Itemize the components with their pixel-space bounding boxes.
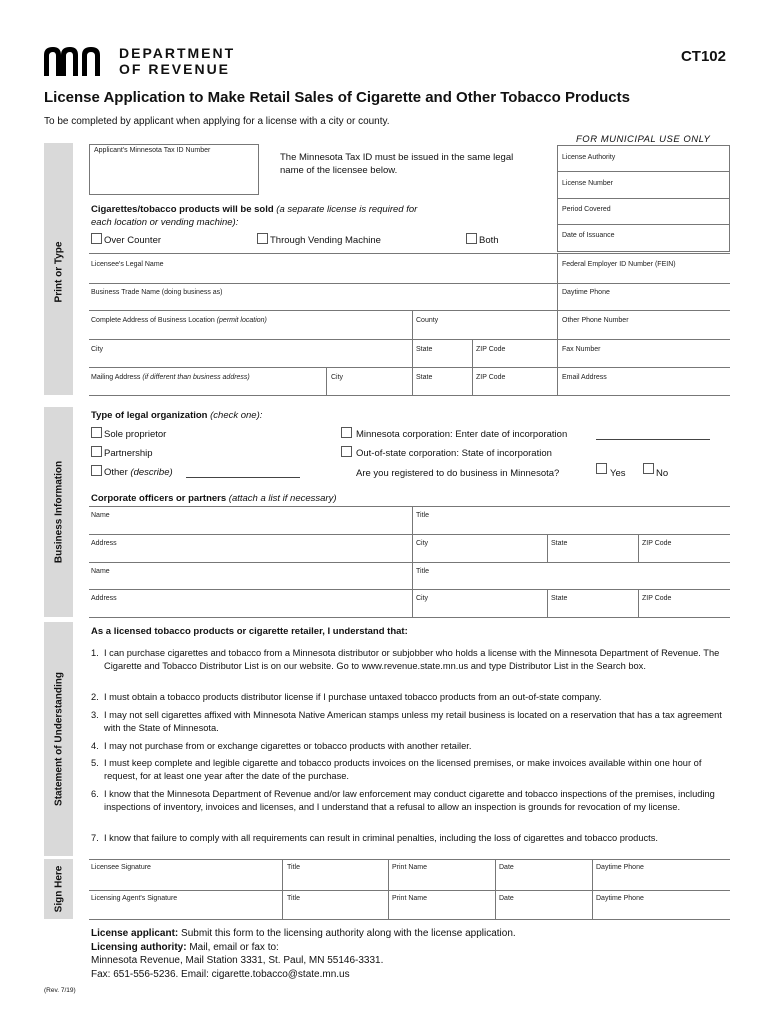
statement-text: I know that the Minnesota Department of Revenue and/or law enforcement may conduct cigarette and tobacco inspections of the premises, including inspections of inventory, invoices and licenses, and I understand that a refusal to allow an inspection is grounds for revocation of my license.: [104, 789, 715, 812]
sold-label: [91, 203, 431, 229]
registered-question: Are you registered to do business in Minnesota?: [356, 468, 560, 479]
license-authority-field[interactable]: License Authority: [562, 154, 616, 161]
statement-number: 1.: [91, 648, 99, 658]
print-side-label: Print or Type: [53, 241, 65, 303]
officer1-zip-field[interactable]: ZIP Code: [642, 540, 672, 547]
agent-daytime-phone-field[interactable]: Daytime Phone: [596, 895, 644, 902]
officer1-state-field[interactable]: State: [551, 540, 568, 547]
oos-corporation-checkbox[interactable]: [341, 446, 352, 457]
statement-text: I must keep complete and legible cigarette and tobacco products invoices on the licensed premises, or make invoices available within one hour of request, for at least one year after the date of the purchase.: [104, 758, 702, 781]
footer-authority-text: Mail, email or fax to:: [189, 941, 279, 953]
officer2-zip-field[interactable]: ZIP Code: [642, 595, 672, 602]
period-covered-field[interactable]: Period Covered: [562, 206, 611, 213]
registered-no-label: No: [656, 468, 669, 479]
registered-yes-checkbox[interactable]: [596, 463, 607, 474]
vending-machine-label: Through Vending Machine: [270, 235, 381, 246]
municipal-heading: FOR MUNICIPAL USE ONLY: [576, 134, 711, 145]
statement-item-7: [91, 832, 731, 845]
officer2-title-field[interactable]: Title: [416, 568, 429, 575]
statement-text: I may not purchase from or exchange cigarettes or tobacco products with another retailer.: [104, 741, 472, 751]
statement-item-2: [91, 691, 731, 704]
statement-item-5: [91, 757, 731, 783]
tax-id-note: The Minnesota Tax ID must be issued in the same legal name of the licensee below.: [280, 152, 514, 176]
page-subtitle: To be completed by applicant when applying for a license with a city or county.: [44, 116, 390, 127]
org-type-bold: Type of legal organization: [91, 410, 208, 421]
footer-contact-line: Fax: 651-556-5236. Email: cigarette.tobacco@state.mn.us: [91, 968, 350, 980]
agent-title-field[interactable]: Title: [287, 895, 300, 902]
business-address-field[interactable]: [91, 317, 267, 324]
business-address-italic: (permit location): [216, 317, 267, 324]
mn-corporation-checkbox[interactable]: [341, 427, 352, 438]
mailing-state-field[interactable]: State: [416, 374, 433, 381]
mailing-address-field[interactable]: [91, 374, 250, 381]
officers-label: [91, 493, 337, 504]
officer2-state-field[interactable]: State: [551, 595, 568, 602]
statement-number: 3.: [91, 710, 99, 720]
officer1-title-field[interactable]: Title: [416, 512, 429, 519]
oos-corporation-label: Out-of-state corporation: State of incorporation: [356, 448, 552, 459]
footer-address-line: Minnesota Revenue, Mail Station 3331, St. Paul, MN 55146-3331.: [91, 955, 384, 966]
footer-instructions: [91, 927, 731, 981]
officer1-city-field[interactable]: City: [416, 540, 429, 547]
footer-authority-bold: Licensing authority:: [91, 941, 187, 953]
officer2-address-field[interactable]: Address: [91, 595, 117, 602]
trade-name-field[interactable]: Business Trade Name (doing business as): [91, 289, 223, 296]
both-label: Both: [479, 235, 499, 246]
fax-field[interactable]: Fax Number: [562, 346, 601, 353]
business-side-label: Business Information: [53, 460, 65, 564]
date-of-issuance-field[interactable]: Date of Issuance: [562, 232, 615, 239]
registered-yes-label: Yes: [610, 468, 626, 479]
licensee-date-field[interactable]: Date: [499, 864, 514, 871]
agent-date-field[interactable]: Date: [499, 895, 514, 902]
sold-label-italic: (a separate license is required for each location or vending machine):: [91, 204, 418, 228]
licensee-title-field[interactable]: Title: [287, 864, 300, 871]
mn-corporation-label: Minnesota corporation: Enter date of incorporation: [356, 429, 568, 440]
officers-label-bold: Corporate officers or partners: [91, 493, 227, 504]
tax-id-label: Applicant's Minnesota Tax ID Number: [94, 147, 211, 154]
other-checkbox[interactable]: [91, 465, 102, 476]
agent-signature-field[interactable]: Licensing Agent's Signature: [91, 895, 178, 902]
org-type-label: [91, 410, 262, 421]
licensee-print-name-field[interactable]: Print Name: [392, 864, 428, 871]
city-field[interactable]: City: [91, 346, 104, 353]
statement-side-label: Statement of Understanding: [53, 672, 65, 806]
zip-field[interactable]: ZIP Code: [476, 346, 506, 353]
statement-heading: As a licensed tobacco products or cigarette retailer, I understand that:: [91, 626, 408, 637]
statement-number: 6.: [91, 789, 99, 799]
other-label-text: Other: [104, 467, 128, 478]
org-type-italic: (check one):: [210, 410, 263, 421]
mailing-zip-field[interactable]: ZIP Code: [476, 374, 506, 381]
fein-field[interactable]: Federal Employer ID Number (FEIN): [562, 261, 676, 268]
sole-proprietor-label: Sole proprietor: [104, 429, 167, 440]
logo: [44, 44, 244, 78]
license-number-field[interactable]: License Number: [562, 180, 613, 187]
footer-applicant-bold: License applicant:: [91, 928, 179, 939]
statement-item-3: [91, 709, 731, 735]
statement-text: I may not sell cigarettes affixed with Minnesota Native American stamps unless my retail business is located on a reservation that has a tax agreement with the State of Minnesota.: [104, 710, 722, 733]
registered-no-checkbox[interactable]: [643, 463, 654, 474]
sign-side-label: Sign Here: [53, 865, 65, 913]
logo-line1: DEPARTMENT: [119, 45, 236, 61]
sold-label-bold: Cigarettes/tobacco products will be sold: [91, 204, 274, 215]
statement-number: 5.: [91, 758, 99, 768]
legal-name-field[interactable]: Licensee's Legal Name: [91, 261, 164, 268]
agent-print-name-field[interactable]: Print Name: [392, 895, 428, 902]
licensee-daytime-phone-field[interactable]: Daytime Phone: [596, 864, 644, 871]
other-describe-line[interactable]: [186, 477, 300, 478]
page-title: License Application to Make Retail Sales of Cigarette and Other Tobacco Products: [44, 89, 630, 106]
revision-date: (Rev. 7/19): [44, 987, 76, 994]
partnership-checkbox[interactable]: [91, 446, 102, 457]
vending-machine-checkbox[interactable]: [257, 233, 268, 244]
logo-line2: OF REVENUE: [119, 61, 231, 77]
sole-proprietor-checkbox[interactable]: [91, 427, 102, 438]
mailing-address-italic: (if different than business address): [142, 374, 250, 381]
state-field[interactable]: State: [416, 346, 433, 353]
officer1-name-field[interactable]: Name: [91, 512, 110, 519]
mn-logo-icon: [44, 46, 114, 76]
partnership-label: Partnership: [104, 448, 153, 459]
both-checkbox[interactable]: [466, 233, 477, 244]
other-phone-field[interactable]: Other Phone Number: [562, 317, 629, 324]
officer2-city-field[interactable]: City: [416, 595, 429, 602]
over-counter-label: Over Counter: [104, 235, 162, 246]
daytime-phone-field[interactable]: Daytime Phone: [562, 289, 610, 296]
statement-text: I can purchase cigarettes and tobacco from a Minnesota distributor or subjobber who holds a license with the Minnesota Department of Revenue. The Cigarette and Tobacco Distributor List is on our website. Go to www.revenue.state.mn.us and type Distributor List in the Search box.: [104, 648, 720, 671]
officers-label-italic: (attach a list if necessary): [228, 493, 337, 504]
footer-applicant-text: Submit this form to the licensing authority along with the license application.: [181, 928, 516, 939]
statement-text: I must obtain a tobacco products distributor license if I purchase untaxed tobacco products from an out-of-state company.: [104, 692, 602, 702]
statement-item-6: [91, 788, 731, 814]
statement-item-1: [91, 647, 731, 673]
other-label: [104, 467, 173, 478]
footer-authority-line: [91, 941, 731, 955]
statement-number: 2.: [91, 692, 99, 702]
footer-applicant-line: [91, 927, 731, 941]
mailing-city-field[interactable]: City: [331, 374, 344, 381]
officer2-name-field[interactable]: Name: [91, 568, 110, 575]
business-address-label: Complete Address of Business Location: [91, 317, 215, 324]
statement-number: 4.: [91, 741, 99, 751]
email-field[interactable]: Email Address: [562, 374, 607, 381]
statement-item-4: [91, 740, 731, 753]
licensee-signature-field[interactable]: Licensee Signature: [91, 864, 151, 871]
statement-number: 7.: [91, 833, 99, 843]
form-number: CT102: [680, 48, 726, 65]
over-counter-checkbox[interactable]: [91, 233, 102, 244]
mn-incorporation-date-line[interactable]: [596, 439, 710, 440]
mailing-address-label: Mailing Address: [91, 374, 141, 381]
other-label-italic: (describe): [130, 467, 173, 478]
officer1-address-field[interactable]: Address: [91, 540, 117, 547]
county-field[interactable]: County: [416, 317, 439, 324]
statement-text: I know that failure to comply with all requirements can result in criminal penalties, including the loss of cigarettes and tobacco products.: [104, 833, 658, 843]
